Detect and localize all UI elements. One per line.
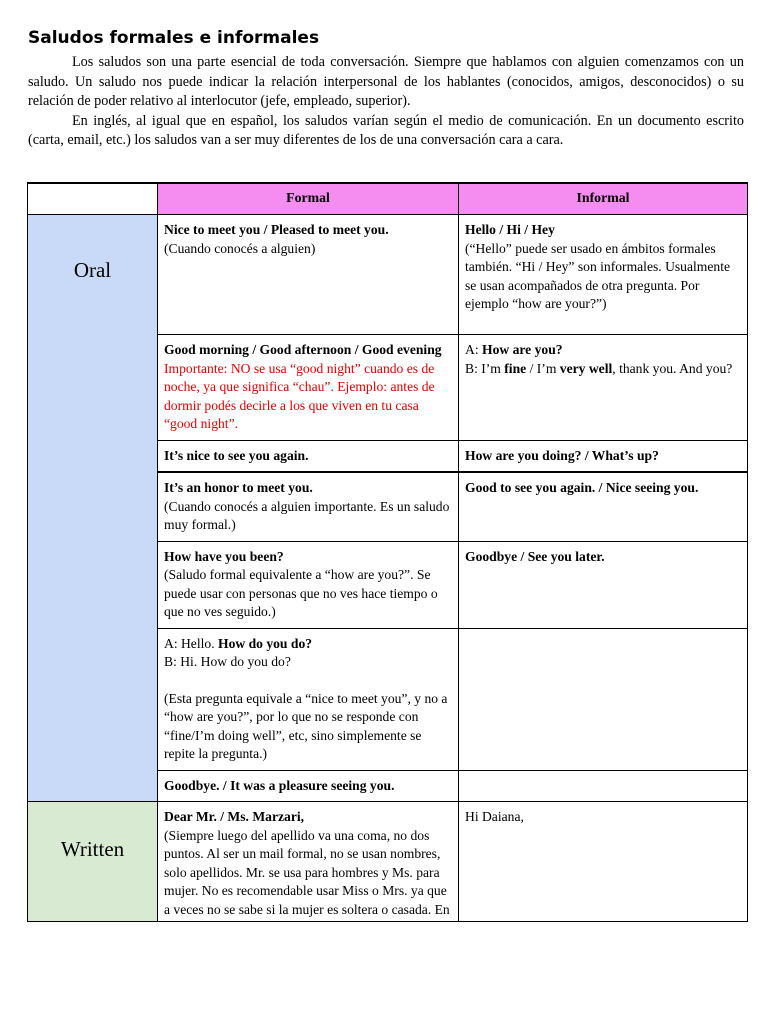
intro-paragraph-1: Los saludos son una parte esencial de toda conversación. Siempre que hablamos con alguien comenzamos con un saludo. Un saludo nos puede indicar la relación interpersonal de los hablantes (conocidos, amigos, desconocidos) o su relación de poder relativo al interlocutor (jefe, empleado, superior). [28, 54, 744, 110]
formal-note: (Cuando conocés a alguien) [164, 240, 316, 256]
dialogue-line-b [465, 360, 741, 379]
informal-cell [459, 802, 748, 922]
informal-cell [459, 335, 748, 441]
formal-greeting: It’s an honor to meet you. [164, 480, 313, 495]
dialogue-bold: How do you do? [218, 635, 313, 651]
formal-greeting: Goodbye. / It was a pleasure seeing you. [164, 777, 395, 793]
informal-cell [459, 215, 748, 335]
header-formal: Formal [158, 183, 459, 215]
dialogue-text: / I’m [526, 360, 560, 376]
page-title: Saludos formales e informales [28, 28, 320, 48]
informal-cell-empty [459, 628, 748, 770]
dialogue-bold: very well [559, 360, 613, 376]
dialogue-prefix: B: I’m [465, 360, 505, 376]
formal-cell [158, 472, 459, 541]
header-informal: Informal [459, 183, 748, 215]
informal-greeting: Good to see you again. / Nice seeing you. [465, 480, 699, 495]
formal-cell [158, 215, 459, 335]
greetings-table [27, 182, 748, 922]
dialogue-bold: fine [504, 360, 527, 376]
intro-paragraph-2: En inglés, al igual que en español, los saludos varían según el medio de comunicación. En un documento escrito (carta, email, etc.) los saludos van a ser muy diferentes de los de una conversación cara a cara. [28, 112, 744, 149]
formal-greeting: Dear Mr. / Ms. Marzari, [164, 809, 305, 824]
formal-greeting: It’s nice to see you again. [164, 447, 309, 463]
table-header-row [28, 183, 748, 215]
informal-note: (“Hello” puede ser usado en ámbitos formales también. “Hi / Hey” son informales. Usualmente se usan acompañados de otra pregunta. Por ejemplo “how are your?”) [465, 240, 731, 311]
formal-greeting: Nice to meet you / Pleased to meet you. [164, 222, 389, 237]
dialogue-line-a [164, 635, 452, 654]
formal-greeting: Good morning / Good afternoon / Good evening [164, 342, 442, 357]
formal-note: (Saludo formal equivalente a “how are you?”. Se puede usar con personas que no ves hace tiempo o que no ves seguido.) [164, 567, 438, 619]
informal-cell-empty [459, 770, 748, 802]
category-oral: Oral [28, 215, 158, 802]
dialogue-line-a [465, 341, 741, 360]
intro-text [28, 53, 744, 151]
spacer [164, 672, 452, 690]
informal-cell [459, 541, 748, 628]
formal-cell [158, 802, 459, 922]
formal-cell [158, 440, 459, 472]
dialogue-bold: How are you? [482, 342, 563, 357]
formal-greeting: How have you been? [164, 548, 284, 564]
formal-note: (Cuando conocés a alguien importante. Es un saludo muy formal.) [164, 498, 450, 532]
formal-cell [158, 541, 459, 628]
informal-greeting: How are you doing? / What’s up? [465, 447, 659, 463]
informal-cell [459, 472, 748, 541]
informal-cell [459, 440, 748, 472]
formal-cell [158, 335, 459, 441]
informal-greeting: Hi Daiana, [465, 809, 524, 824]
formal-note: (Siempre luego del apellido va una coma, no dos puntos. Al ser un mail formal, no se usan nombres, solo apellidos. Mr. se usa para hombres y Ms. para mujer. No es recomendable usar Miss o Mrs. ya que a veces no se sabe si la mujer es soltera o casada. En [164, 827, 450, 917]
dialogue-prefix: A: [465, 342, 482, 357]
informal-greeting: Hello / Hi / Hey [465, 222, 555, 237]
formal-cell [158, 770, 459, 802]
informal-greeting: Goodbye / See you later. [465, 548, 605, 564]
formal-cell [158, 628, 459, 770]
dialogue-text: , thank you. And you? [612, 360, 733, 376]
dialogue-line-b: B: Hi. How do you do? [164, 654, 291, 669]
category-written: Written [28, 802, 158, 922]
table-corner-cell [28, 183, 158, 215]
table-row [28, 802, 748, 922]
dialogue-prefix: A: Hello. [164, 635, 218, 651]
formal-note: (Esta pregunta equivale a “nice to meet you”, y no a “how are you?”, por lo que no se responde con “fine/I’m doing well”, etc, sino simplemente se repite la pregunta.) [164, 690, 448, 761]
table-row [28, 215, 748, 335]
formal-important-note: Importante: NO se usa “good night” cuando es de noche, ya que significa “chau”. Ejemplo: antes de dormir podés decirle a los que viven en tu casa “good night”. [164, 360, 435, 431]
